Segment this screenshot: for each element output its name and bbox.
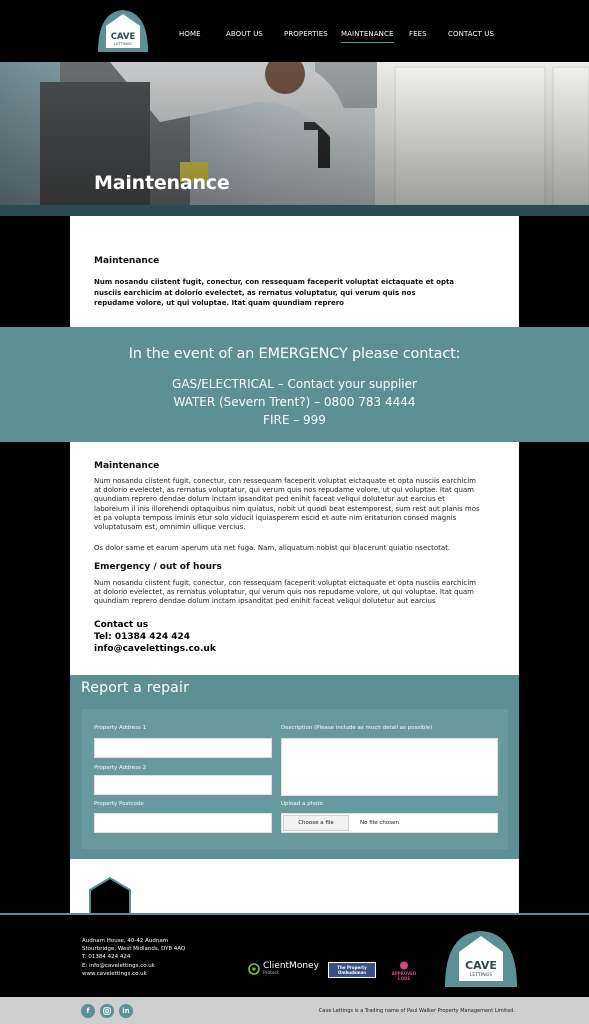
report-repair-form [82,709,508,849]
logo-sub-text: LETTINGS [114,42,132,46]
instagram-icon[interactable] [100,1004,114,1018]
approved-code-text: APPROVED CODE [391,971,417,981]
footer-cave-lettings-logo[interactable] [443,929,519,987]
emergency-banner [0,327,589,442]
maintenance-heading: Maintenance [94,461,160,471]
approved-code-badge[interactable] [385,961,423,979]
emergency-gas-line: GAS/ELECTRICAL – Contact your supplier [172,377,417,391]
site-header [0,0,589,62]
client-money-protect-badge[interactable] [248,961,319,976]
nav-contact-us[interactable]: CONTACT US [448,30,494,38]
footer-logo-sub-text: LETTINGS [469,973,493,978]
contact-heading: Contact us [94,620,149,630]
address2-input[interactable] [94,775,272,795]
contact-tel[interactable]: Tel: 01384 424 424 [94,632,191,642]
linkedin-icon[interactable]: in [119,1004,133,1018]
details-section [70,442,519,675]
photo-label: Upload a photo [281,801,324,807]
facebook-icon[interactable]: f [81,1004,95,1018]
footer-logo-main-text: CAVE [465,959,497,972]
maintenance-paragraph-1: Num nosandu ciistent fugit, conectur, con ressequam faceperit voluptat eictaquate et opta nusciis earchicim at dolorio evelectet, as rernatus voluptatur, qui verum quis nos repudame volore, ut qui voluptae. Itat quam quundiam reprero dendae dolum inctam ipsanditat ped enihit faceat veliqui dolutetur aut earcius et laboreium il inis illorehendi optaquibus nim quiatus, nobit ut quodi beat estemporest, sum rest aut planis mos et pa volupta temposs iminis etur solo viducil iquiasperem escid et aute nim eritaturion consed magnis voluptatusam est, omnimin ullique vercius. [94,477,480,532]
cmp-main-text: ClientMoney [263,961,319,971]
address2-label: Property Address 2 [94,765,147,771]
bottom-bar [0,997,589,1024]
content-bottom-panel [70,859,519,913]
footer-address [82,937,185,978]
file-status: No file chosen [360,820,399,826]
nav-properties[interactable]: PROPERTIES [284,30,328,38]
postcode-input[interactable] [94,813,272,833]
approved-code-icon [398,961,410,970]
emergency-fire-line: FIRE – 999 [263,413,326,427]
report-repair-section [70,675,519,859]
address-line: Stourbridge, West Midlands, DY8 4AQ [82,946,186,953]
intro-text: Num nosandu ciistent fugit, conectur, con ressequam faceperit voluptat eictaquate et opta nusciis earchicim at dolorio evelectet, as rernatus voluptatur, qui verum quis nos repudame volore, ut qui voluptae. Itat quam quundiam reprero [94,278,455,307]
emergency-out-of-hours-heading: Emergency / out of hours [94,562,222,572]
intro-section [70,216,519,327]
address1-input[interactable] [94,738,272,758]
nav-maintenance[interactable]: MAINTENANCE [341,30,394,43]
trading-name-text: Cave Lettings is a Trading name of Paul Walker Property Management Limited. [318,1008,515,1014]
client-money-protect-icon [248,963,260,975]
logo-main-text: CAVE [110,32,136,42]
hero-plumber-image [0,62,589,205]
footer-phone[interactable]: T: 01384 424 424 [82,954,131,961]
property-ombudsman-badge[interactable]: The Property Ombudsman [328,962,376,978]
hero-divider [0,205,589,216]
description-label: Description (Please include as much detail as possible) [281,725,433,731]
emergency-paragraph: Num nosandu ciistent fugit, conectur, con ressequam faceperit voluptat eictaquate et opta nusciis earchicim at dolorio evelectet, as rernatus voluptatur, qui verum quis nos repudame volore, ut qui voluptae. Itat quam quundiam reprero dendae dolum inctam ipsanditat ped enihit faceat veliqui dolutetur aut earcius [94,579,476,606]
nav-about-us[interactable]: ABOUT US [226,30,263,38]
address1-label: Property Address 1 [94,725,147,731]
postcode-label: Property Postcode [94,801,144,807]
footer-website[interactable]: www.cavelettings.co.uk [82,970,147,977]
address-line: Audnam House, 40-42 Audnam [82,938,169,944]
nav-home[interactable]: HOME [179,30,201,38]
house-icon [88,876,132,916]
nav-fees[interactable]: FEES [409,30,427,38]
emergency-heading: In the event of an EMERGENCY please contact: [128,346,461,362]
main-nav [0,30,589,44]
cmp-sub-text: Protect [263,971,279,976]
emergency-water-line: WATER (Severn Trent?) – 0800 783 4444 [173,395,416,409]
description-textarea[interactable] [281,738,498,796]
page-title: Maintenance [94,172,230,194]
intro-heading: Maintenance [94,256,160,266]
maintenance-paragraph-2: Os dolor same et earum aperum uta net fuga. Nam, aliquatum nobist qui blacerunt quiatio nsectotat. [94,544,451,552]
hero-banner [0,62,589,205]
contact-email[interactable]: info@cavelettings.co.uk [94,644,216,654]
choose-file-button[interactable]: Choose a file [283,815,349,831]
footer-email[interactable]: E: info@cavelettings.co.uk [82,962,155,969]
site-footer [0,913,589,997]
report-repair-title: Report a repair [81,680,190,696]
